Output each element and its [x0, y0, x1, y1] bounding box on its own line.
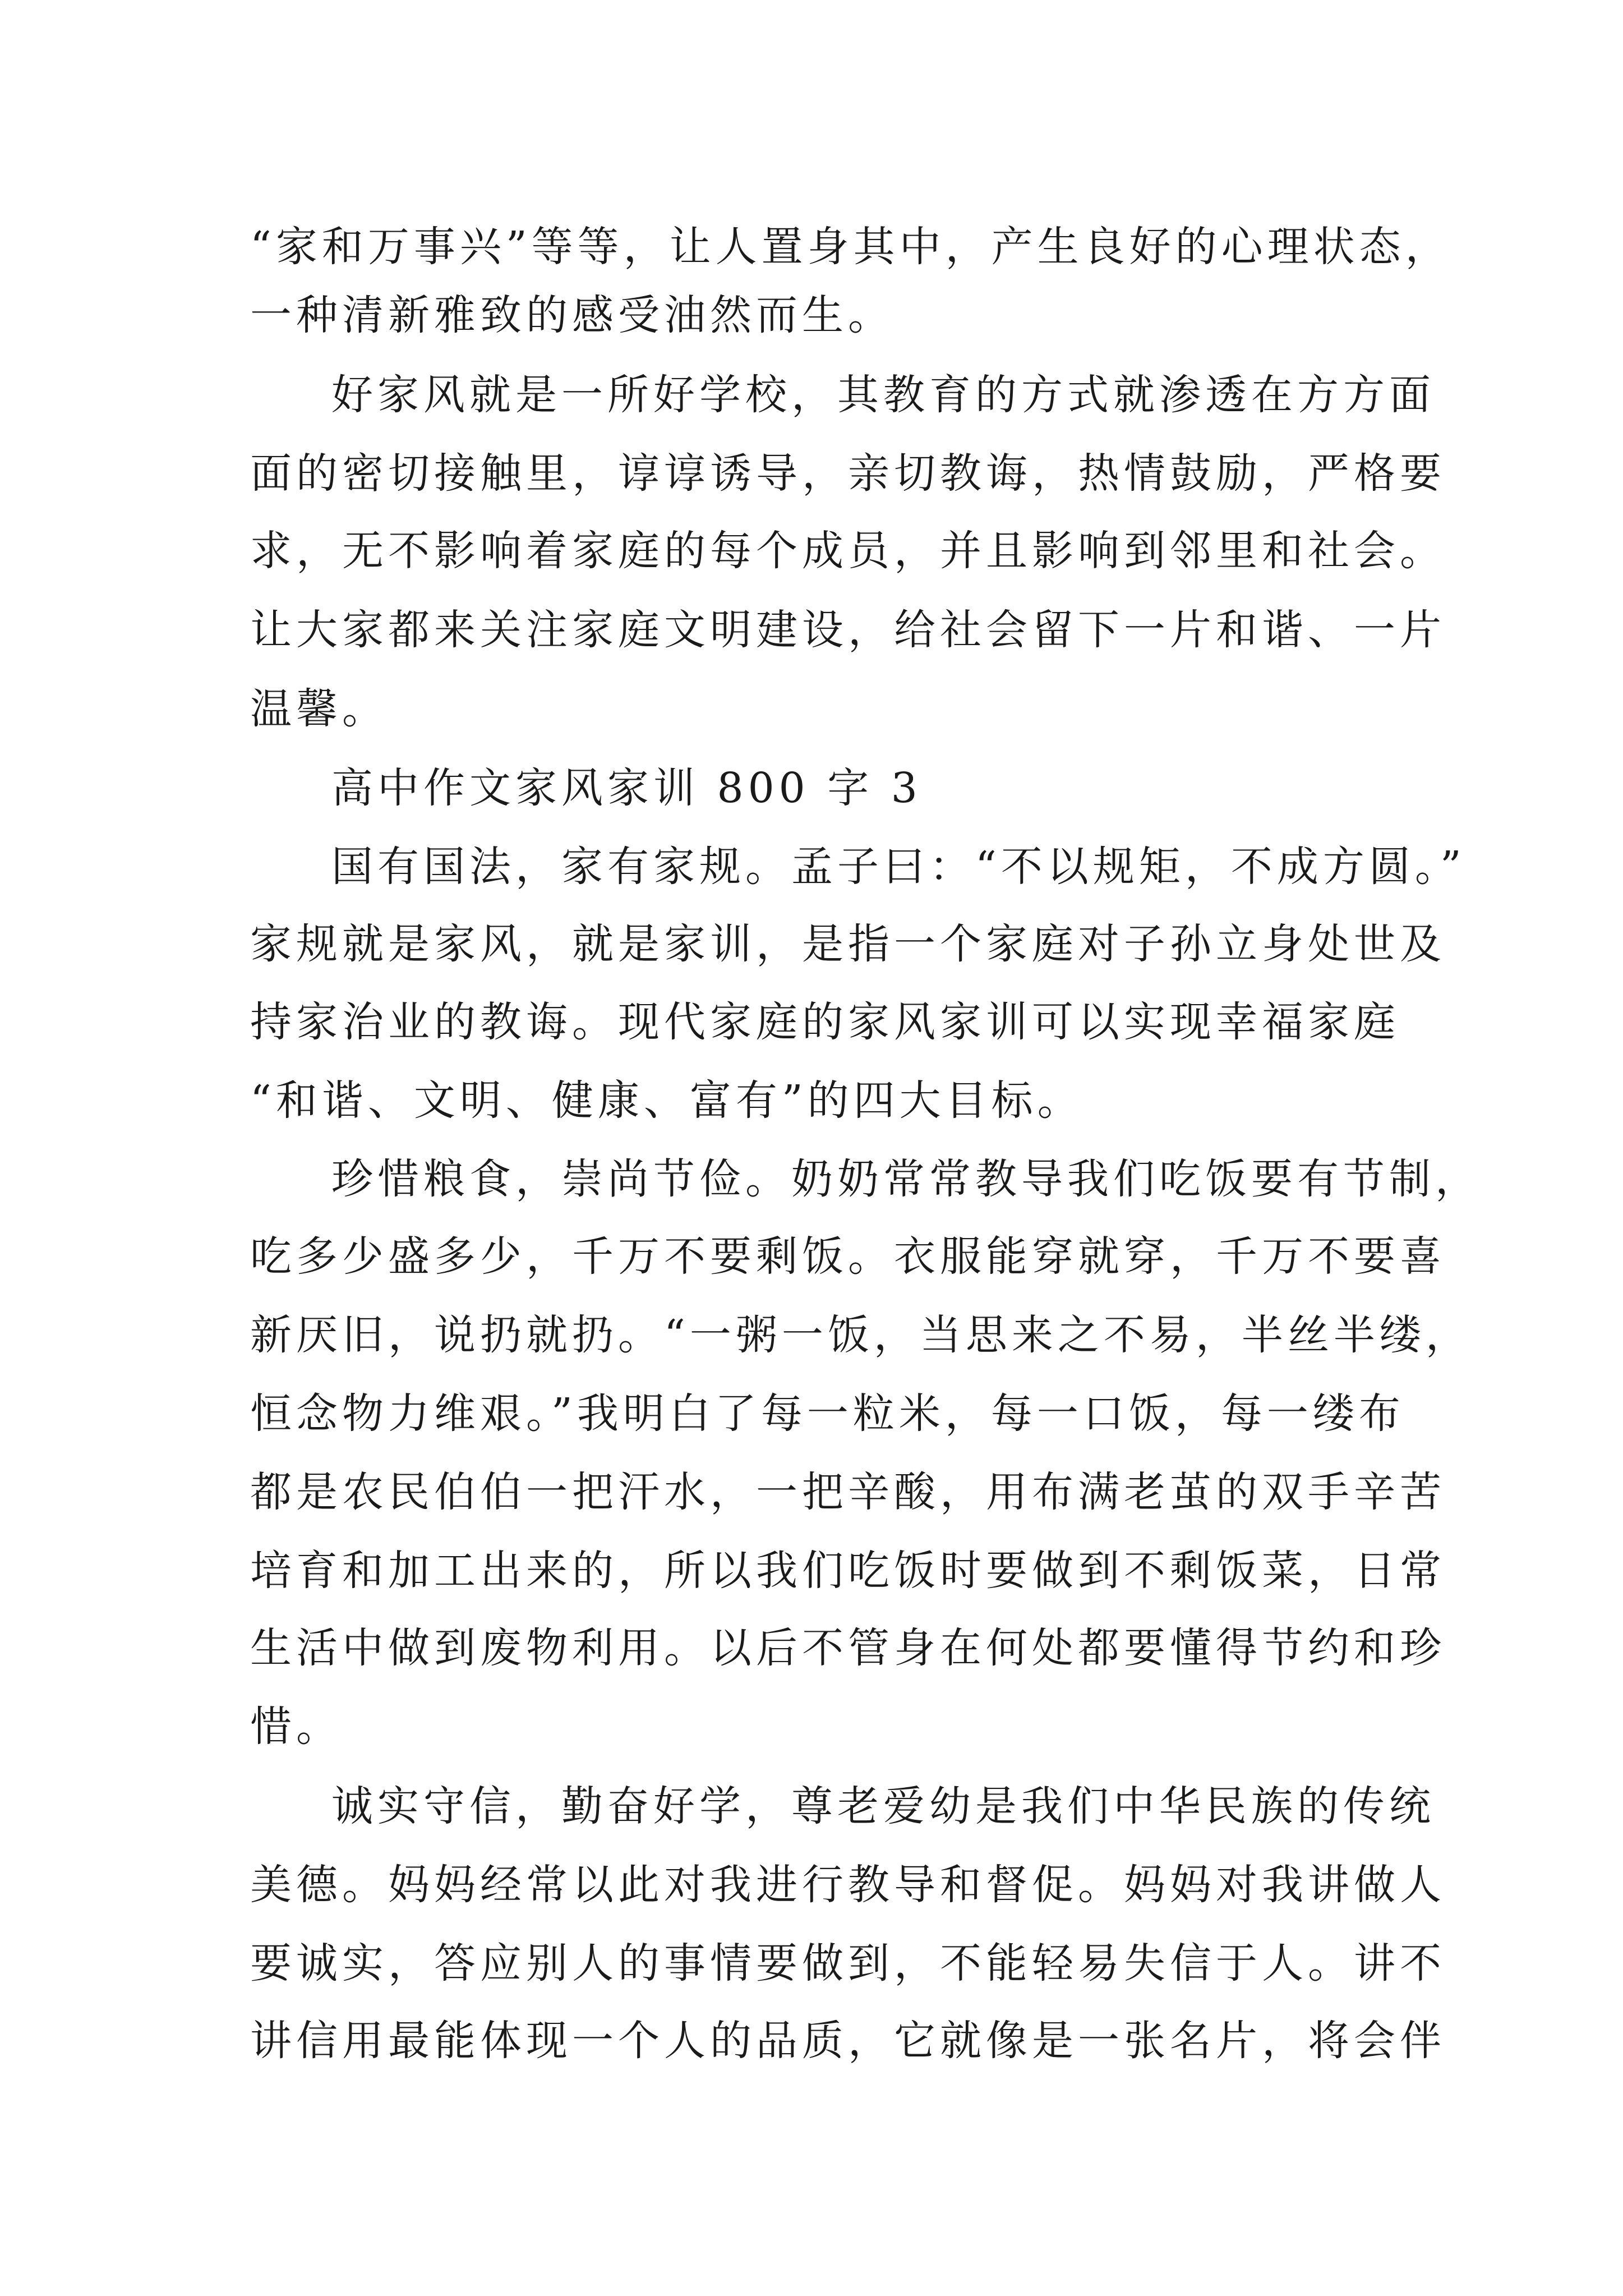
text-line: 讲信用最能体现一个人的品质，它就像是一张名片，将会伴	[250, 2017, 1446, 2065]
text-line: 温馨。	[250, 685, 388, 733]
text-line: “家和万事兴”等等，让人置身其中，产生良好的心理状态，	[250, 223, 1451, 271]
text-line: 惜。	[250, 1703, 342, 1751]
paragraph-start-line: 国有国法，家有家规。孟子曰：“不以规矩，不成方圆。”	[331, 843, 1466, 891]
text-line: 新厌旧，说扔就扔。“一粥一饭，当思来之不易，半丝半缕，	[250, 1311, 1472, 1359]
text-line: 培育和加工出来的，所以我们吃饭时要做到不剩饭菜，日常	[250, 1547, 1446, 1595]
text-line: 家规就是家风，就是家训，是指一个家庭对子孙立身处世及	[250, 920, 1446, 968]
text-line: 让大家都来关注家庭文明建设，给社会留下一片和谐、一片	[250, 606, 1446, 654]
text-line: 面的密切接触里，谆谆诱导，亲切教诲，热情鼓励，严格要	[250, 449, 1446, 498]
text-line: “和谐、文明、健康、富有”的四大目标。	[250, 1076, 1083, 1125]
text-line: 恒念物力维艰。”我明白了每一粒米，每一口饭，每一缕布	[250, 1389, 1405, 1438]
text-line: 要诚实，答应别人的事情要做到，不能轻易失信于人。讲不	[250, 1939, 1446, 1987]
text-line: 求，无不影响着家庭的每个成员，并且影响到邻里和社会。	[250, 527, 1446, 575]
section-heading: 高中作文家风家训 800 字 3	[331, 764, 922, 812]
paragraph-start-line: 珍惜粮食，崇尚节俭。奶奶常常教导我们吃饭要有节制，	[331, 1155, 1481, 1203]
text-line: 美德。妈妈经常以此对我进行教导和督促。妈妈对我讲做人	[250, 1861, 1446, 1909]
paragraph-start-line: 诚实守信，勤奋好学，尊老爱幼是我们中华民族的传统	[331, 1782, 1435, 1830]
text-line: 吃多少盛多少，千万不要剩饭。衣服能穿就穿，千万不要喜	[250, 1232, 1446, 1281]
text-line: 一种清新雅致的感受油然而生。	[250, 291, 894, 339]
paragraph-start-line: 好家风就是一所好学校，其教育的方式就渗透在方方面	[331, 371, 1435, 419]
text-line: 持家治业的教诲。现代家庭的家风家训可以实现幸福家庭	[250, 998, 1400, 1046]
text-line: 生活中做到废物利用。以后不管身在何处都要懂得节约和珍	[250, 1624, 1446, 1672]
text-line: 都是农民伯伯一把汗水，一把辛酸，用布满老茧的双手辛苦	[250, 1468, 1446, 1516]
